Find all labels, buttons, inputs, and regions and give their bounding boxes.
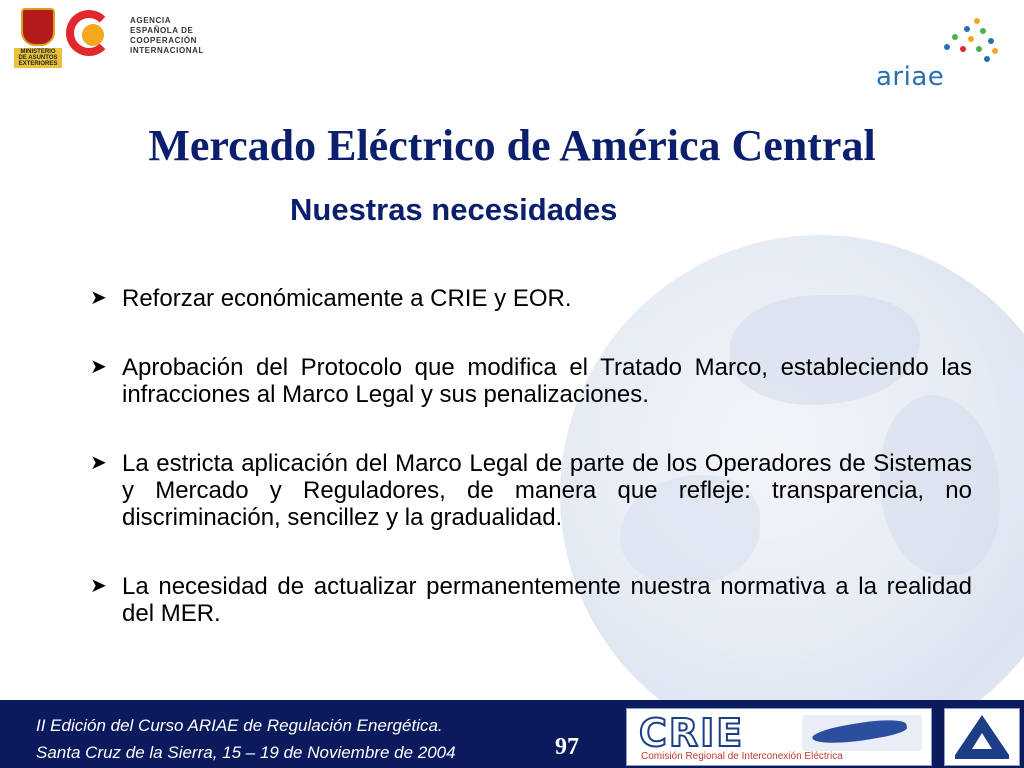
ariae-dot-icon (952, 34, 958, 40)
bullet-text: Aprobación del Protocolo que modifica el Tratado Marco, estableciendo las infracciones al Marco Legal y sus penalizaciones. (122, 354, 972, 408)
map-landmass (811, 715, 908, 749)
slide-title: Mercado Eléctrico de América Central (148, 121, 876, 170)
ministry-coat-of-arms-logo (14, 8, 62, 70)
list-item (90, 450, 972, 531)
footer-line: II Edición del Curso ARIAE de Regulación Energética. (36, 716, 443, 735)
agency-name (130, 16, 204, 56)
agency-line: COOPERACIÓN (130, 36, 198, 45)
crie-subtitle: Comisión Regional de Interconexión Eléctrica (641, 751, 843, 762)
ariae-dot-icon (976, 46, 982, 52)
ariae-dot-icon (992, 48, 998, 54)
list-item (90, 285, 972, 312)
shield-icon (21, 8, 55, 46)
arrow-right-icon: ➤ (90, 356, 107, 378)
bullet-text: La estricta aplicación del Marco Legal de parte de los Operadores de Sistemas y Mercado y Reguladores, de manera que refleje: transparencia, no discriminación, sencillez y la gradualidad. (122, 450, 972, 531)
list-item (90, 354, 972, 408)
footer-line: Santa Cruz de la Sierra, 15 – 19 de Noviembre de 2004 (36, 743, 456, 762)
ministry-line: EXTERIORES (18, 61, 58, 67)
central-america-map-icon (802, 715, 922, 751)
triangle-cutout (972, 733, 992, 749)
ariae-dot-icon (988, 38, 994, 44)
aeci-sun-icon (82, 24, 104, 46)
ariae-dot-icon (984, 56, 990, 62)
crie-logo (626, 708, 932, 766)
bullet-list (90, 285, 972, 627)
ministry-line: MINISTERIO (20, 49, 56, 55)
ariae-label: ariae (876, 62, 945, 92)
slide-subtitle: Nuestras necesidades (290, 192, 618, 227)
logo-bar (955, 755, 1009, 759)
ariae-dot-icon (944, 44, 950, 50)
ariae-dot-icon (968, 36, 974, 42)
ariae-logo (872, 18, 1012, 98)
agency-line: AGENCIA (130, 16, 172, 25)
footer-bar (0, 700, 1024, 768)
page-number: 97 (555, 734, 579, 760)
arrow-right-icon: ➤ (90, 452, 107, 474)
ariae-dot-icon (974, 18, 980, 24)
ministry-line: DE ASUNTOS (18, 55, 58, 61)
crie-label: CRIE (639, 711, 745, 755)
list-item (90, 573, 972, 627)
footer-caption (36, 712, 456, 766)
ariae-dot-icon (964, 26, 970, 32)
arrow-right-icon: ➤ (90, 575, 107, 597)
agency-line: INTERNACIONAL (130, 46, 205, 55)
arrow-right-icon: ➤ (90, 287, 107, 309)
ariae-dot-icon (960, 46, 966, 52)
bullet-text: Reforzar económicamente a CRIE y EOR. (122, 285, 572, 312)
ariae-dot-icon (980, 28, 986, 34)
a-triangle-logo (944, 708, 1020, 766)
bullet-text: La necesidad de actualizar permanentemente nuestra normativa a la realidad del MER. (122, 573, 972, 627)
agency-line: ESPAÑOLA DE (130, 26, 194, 35)
aeci-logo (66, 10, 120, 64)
ministry-label (14, 48, 62, 68)
